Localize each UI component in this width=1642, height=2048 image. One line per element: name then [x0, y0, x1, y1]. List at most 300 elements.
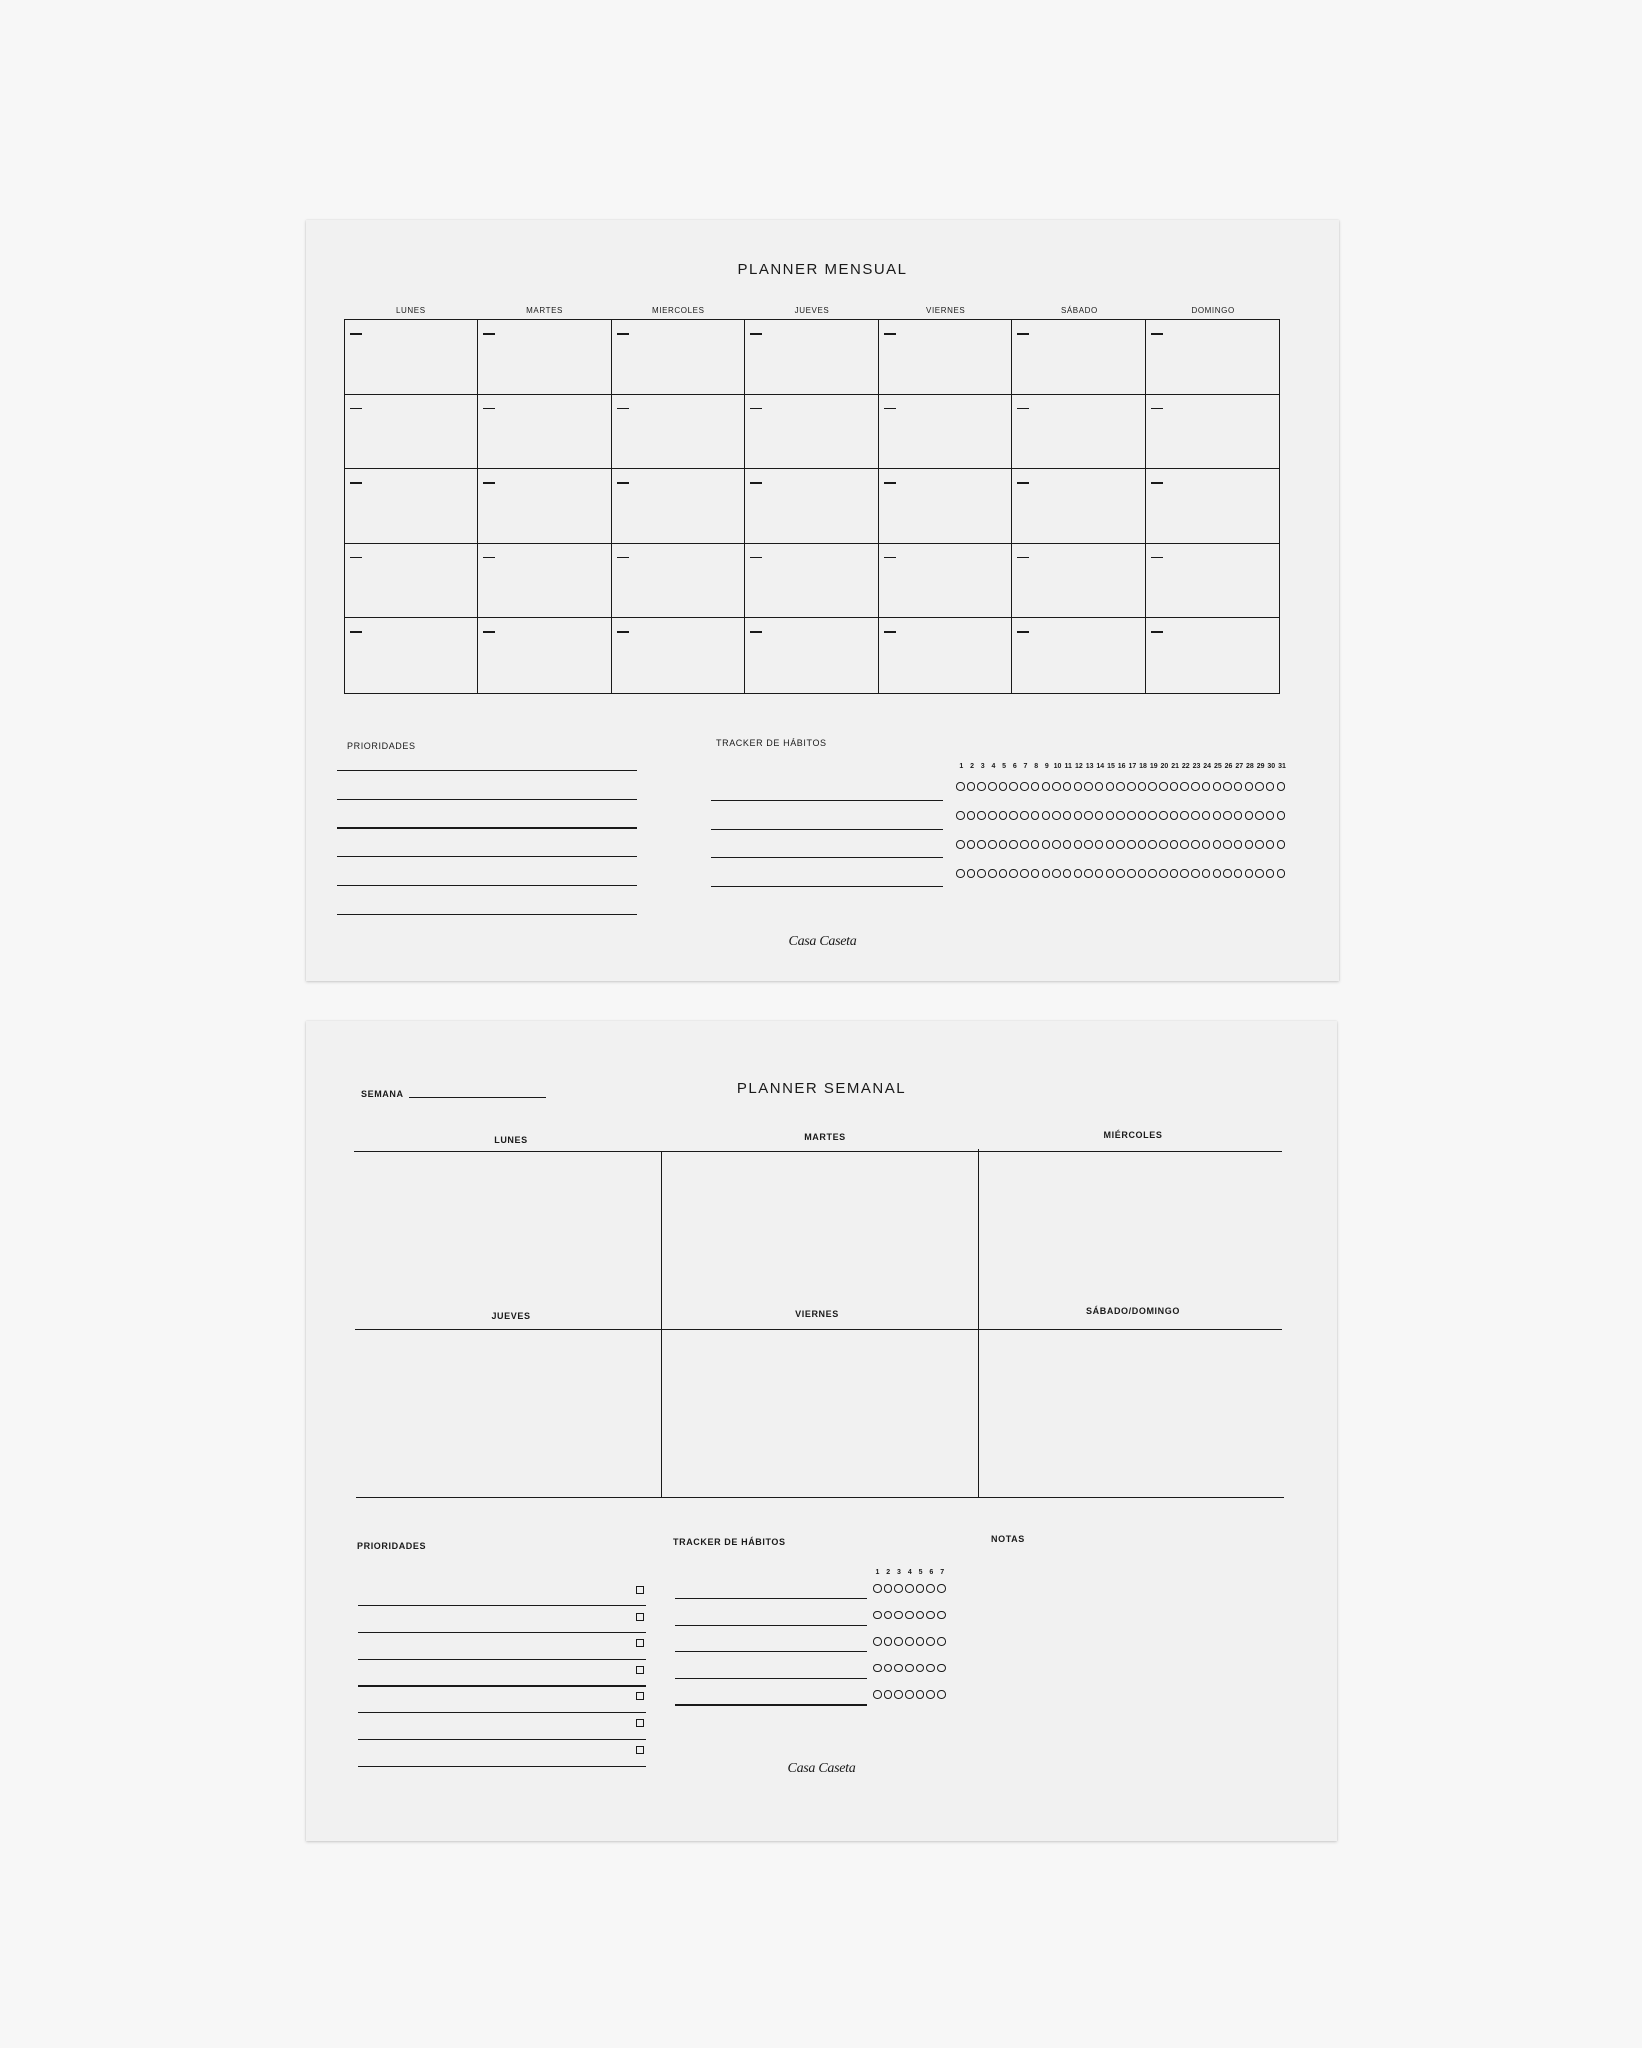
calendar-day-cell	[879, 469, 1012, 544]
priority-line	[337, 770, 637, 771]
weekly-day-label: LUNES	[494, 1135, 528, 1145]
calendar-day-cell	[345, 544, 478, 619]
weekly-day-label: SÁBADO/DOMINGO	[1086, 1306, 1180, 1316]
habit-circle	[1266, 840, 1275, 849]
tracker-day-number: 2	[970, 763, 974, 770]
habit-circle	[1074, 869, 1083, 878]
habit-circle	[1170, 840, 1179, 849]
date-dash	[350, 408, 362, 410]
tracker-circle-row	[873, 1690, 948, 1699]
monthly-priorities-label: PRIORIDADES	[347, 741, 416, 751]
tracker-day-number: 30	[1267, 763, 1276, 770]
date-dash	[1017, 557, 1029, 559]
habit-circle	[1266, 782, 1275, 791]
tracker-day-number: 27	[1235, 763, 1244, 770]
habit-circle	[1213, 782, 1222, 791]
calendar-day-cell	[1012, 320, 1145, 395]
habit-circle	[1255, 782, 1264, 791]
tracker-day-number: 3	[980, 763, 985, 770]
habit-circle	[1074, 782, 1083, 791]
habit-circle	[1245, 811, 1254, 820]
tracker-day-number: 5	[1002, 763, 1007, 770]
tracker-day-number: 26	[1224, 763, 1233, 770]
monthly-day-header: MIERCOLES	[652, 306, 705, 315]
date-dash	[617, 631, 629, 633]
date-dash	[617, 482, 629, 484]
tracker-day-number: 9	[1044, 763, 1049, 770]
weekly-priorities-label: PRIORIDADES	[357, 1541, 427, 1551]
habit-circle	[999, 782, 1008, 791]
habit-circle	[1245, 869, 1254, 878]
date-dash	[483, 631, 495, 633]
habit-circle	[894, 1584, 903, 1593]
habit-circle	[988, 869, 997, 878]
habit-circle	[1277, 869, 1286, 878]
tracker-day-number: 16	[1117, 763, 1126, 770]
habit-circle	[977, 811, 986, 820]
date-dash	[1017, 408, 1029, 410]
priority-line	[337, 885, 637, 886]
monthly-calendar-grid	[344, 319, 1280, 694]
tracker-habit-line	[711, 800, 943, 801]
calendar-day-cell	[879, 618, 1012, 693]
calendar-day-cell	[1012, 544, 1145, 619]
habit-circle	[1180, 869, 1189, 878]
habit-circle	[1042, 869, 1051, 878]
priority-checkbox	[636, 1719, 644, 1727]
tracker-habit-line	[711, 857, 943, 858]
monthly-planner-sheet	[306, 220, 1339, 981]
habit-circle	[894, 1611, 903, 1620]
habit-circle	[1180, 840, 1189, 849]
habit-circle	[1159, 840, 1168, 849]
habit-circle	[999, 840, 1008, 849]
habit-circle	[1223, 782, 1232, 791]
weekly-brand-logo: Casa Caseta	[787, 1761, 856, 1776]
date-dash	[884, 557, 896, 559]
habit-circle	[977, 869, 986, 878]
calendar-day-cell	[879, 544, 1012, 619]
monthly-brand-logo: Casa Caseta	[788, 934, 857, 949]
habit-circle	[988, 840, 997, 849]
habit-circle	[1009, 840, 1018, 849]
date-dash	[1151, 333, 1163, 335]
priority-line	[358, 1766, 646, 1767]
habit-circle	[873, 1690, 882, 1699]
habit-circle	[1159, 869, 1168, 878]
habit-circle	[1191, 811, 1200, 820]
calendar-day-cell	[612, 395, 745, 470]
habit-circle	[1095, 869, 1104, 878]
habit-circle	[1127, 869, 1136, 878]
priority-line	[337, 827, 637, 828]
habit-circle	[967, 782, 976, 791]
habit-circle	[884, 1611, 893, 1620]
habit-circle	[1266, 811, 1275, 820]
tracker-habit-line	[675, 1598, 867, 1599]
tracker-day-number: 5	[918, 1569, 923, 1576]
monthly-day-header: VIERNES	[926, 306, 966, 315]
tracker-day-number: 12	[1075, 763, 1083, 770]
tracker-day-number: 25	[1213, 763, 1222, 770]
week-input-line	[409, 1097, 546, 1098]
habit-circle	[1202, 811, 1211, 820]
calendar-day-cell	[345, 618, 478, 693]
weekly-day-label: VIERNES	[795, 1309, 839, 1319]
date-dash	[1151, 557, 1163, 559]
habit-circle	[1234, 811, 1243, 820]
monthly-tracker-day-numbers	[956, 763, 1287, 770]
monthly-tracker-label: TRACKER DE HÁBITOS	[716, 738, 827, 748]
habit-circle	[1063, 840, 1072, 849]
tracker-day-number: 14	[1096, 763, 1105, 770]
priority-line	[337, 914, 637, 915]
tracker-day-number: 11	[1064, 763, 1072, 770]
tracker-day-number: 23	[1192, 763, 1201, 770]
date-dash	[884, 631, 896, 633]
priority-checkbox	[636, 1666, 644, 1674]
habit-circle	[1009, 869, 1018, 878]
habit-circle	[1170, 811, 1179, 820]
habit-circle	[1084, 869, 1093, 878]
calendar-day-cell	[745, 618, 878, 693]
tracker-day-number: 22	[1181, 763, 1190, 770]
habit-circle	[999, 869, 1008, 878]
habit-circle	[1213, 840, 1222, 849]
tracker-day-number: 21	[1171, 763, 1179, 770]
habit-circle	[1052, 869, 1061, 878]
habit-circle	[988, 782, 997, 791]
tracker-day-number: 15	[1107, 763, 1115, 770]
date-dash	[483, 408, 495, 410]
habit-circle	[1191, 840, 1200, 849]
calendar-day-cell	[612, 320, 745, 395]
habit-circle	[1245, 782, 1254, 791]
monthly-day-header: DOMINGO	[1191, 306, 1235, 315]
habit-circle	[916, 1611, 925, 1620]
date-dash	[617, 333, 629, 335]
priority-checkbox	[636, 1613, 644, 1621]
calendar-day-cell	[879, 395, 1012, 470]
habit-circle	[967, 811, 976, 820]
habit-circle	[1138, 840, 1147, 849]
tracker-day-number: 3	[897, 1569, 901, 1576]
habit-circle	[916, 1690, 925, 1699]
habit-circle	[1063, 811, 1072, 820]
tracker-day-number: 24	[1203, 763, 1212, 770]
date-dash	[884, 482, 896, 484]
habit-circle	[905, 1664, 914, 1673]
date-dash	[483, 557, 495, 559]
monthly-day-header: MARTES	[526, 306, 563, 315]
habit-circle	[1020, 811, 1029, 820]
habit-circle	[1031, 811, 1040, 820]
habit-circle	[1052, 811, 1061, 820]
calendar-day-cell	[345, 469, 478, 544]
date-dash	[1017, 631, 1029, 633]
habit-circle	[926, 1664, 935, 1673]
habit-circle	[937, 1637, 946, 1646]
tracker-day-number: 20	[1160, 763, 1169, 770]
habit-circle	[1234, 869, 1243, 878]
tracker-circle-row	[956, 782, 1287, 791]
calendar-day-cell	[1146, 618, 1279, 693]
tracker-day-number: 19	[1149, 763, 1158, 770]
priority-line	[358, 1632, 646, 1633]
calendar-day-cell	[1146, 395, 1279, 470]
date-dash	[1151, 631, 1163, 633]
calendar-day-cell	[478, 469, 611, 544]
priority-checkbox	[636, 1639, 644, 1647]
habit-circle	[1159, 782, 1168, 791]
calendar-day-cell	[745, 544, 878, 619]
tracker-day-number: 18	[1139, 763, 1147, 770]
habit-circle	[1213, 811, 1222, 820]
weekly-day-label: JUEVES	[491, 1311, 531, 1321]
monthly-title: PLANNER MENSUAL	[737, 261, 908, 278]
habit-circle	[1020, 782, 1029, 791]
priority-checkbox	[636, 1586, 644, 1594]
habit-circle	[1191, 782, 1200, 791]
habit-circle	[937, 1584, 946, 1593]
habit-circle	[926, 1690, 935, 1699]
habit-circle	[1009, 811, 1018, 820]
date-dash	[884, 333, 896, 335]
habit-circle	[1255, 840, 1264, 849]
habit-circle	[999, 811, 1008, 820]
date-dash	[750, 557, 762, 559]
weekly-bottom-line	[356, 1497, 1284, 1498]
tracker-circle-row	[873, 1611, 948, 1620]
priority-line	[337, 856, 637, 857]
habit-circle	[1042, 811, 1051, 820]
habit-circle	[1148, 840, 1157, 849]
habit-circle	[916, 1584, 925, 1593]
habit-circle	[1116, 840, 1125, 849]
habit-circle	[1063, 782, 1072, 791]
calendar-day-cell	[1146, 469, 1279, 544]
tracker-habit-line	[675, 1625, 867, 1626]
habit-circle	[1127, 840, 1136, 849]
tracker-circle-row	[873, 1664, 948, 1673]
habit-circle	[967, 869, 976, 878]
habit-circle	[1180, 811, 1189, 820]
tracker-day-number: 6	[1012, 763, 1017, 770]
priority-line	[337, 799, 637, 800]
habit-circle	[1180, 782, 1189, 791]
habit-circle	[1031, 782, 1040, 791]
date-dash	[750, 482, 762, 484]
week-label: SEMANA	[361, 1089, 404, 1099]
calendar-day-cell	[1012, 618, 1145, 693]
tracker-day-number: 31	[1278, 763, 1286, 770]
calendar-day-cell	[345, 320, 478, 395]
date-dash	[884, 408, 896, 410]
tracker-day-number: 4	[991, 763, 996, 770]
habit-circle	[1106, 782, 1115, 791]
habit-circle	[1009, 782, 1018, 791]
date-dash	[350, 557, 362, 559]
calendar-day-cell	[345, 395, 478, 470]
calendar-day-cell	[745, 395, 878, 470]
habit-circle	[1138, 811, 1147, 820]
calendar-day-cell	[1012, 469, 1145, 544]
calendar-day-cell	[1146, 320, 1279, 395]
habit-circle	[1084, 811, 1093, 820]
habit-circle	[956, 811, 965, 820]
habit-circle	[1223, 811, 1232, 820]
habit-circle	[1074, 840, 1083, 849]
priority-line	[358, 1739, 646, 1740]
habit-circle	[1223, 869, 1232, 878]
weekly-tracker-day-numbers	[872, 1569, 948, 1576]
tracker-day-number: 28	[1246, 763, 1254, 770]
weekly-top-line	[354, 1151, 1282, 1152]
habit-circle	[937, 1690, 946, 1699]
monthly-day-header: SÁBADO	[1060, 306, 1098, 315]
habit-circle	[873, 1611, 882, 1620]
calendar-day-cell	[478, 618, 611, 693]
habit-circle	[1170, 782, 1179, 791]
tracker-habit-line	[711, 829, 943, 830]
tracker-day-number: 6	[929, 1569, 934, 1576]
weekly-middle-line	[355, 1329, 1282, 1330]
habit-circle	[916, 1664, 925, 1673]
habit-circle	[1138, 869, 1147, 878]
date-dash	[350, 631, 362, 633]
habit-circle	[956, 840, 965, 849]
tracker-circle-row	[956, 811, 1287, 820]
habit-circle	[926, 1584, 935, 1593]
date-dash	[750, 631, 762, 633]
habit-circle	[1191, 869, 1200, 878]
calendar-day-cell	[478, 395, 611, 470]
date-dash	[750, 408, 762, 410]
habit-circle	[905, 1584, 914, 1593]
calendar-day-cell	[879, 320, 1012, 395]
habit-circle	[873, 1584, 882, 1593]
calendar-day-cell	[612, 618, 745, 693]
habit-circle	[967, 840, 976, 849]
habit-circle	[1106, 869, 1115, 878]
habit-circle	[894, 1637, 903, 1646]
habit-circle	[926, 1637, 935, 1646]
priority-checkbox	[636, 1746, 644, 1754]
habit-circle	[1202, 782, 1211, 791]
date-dash	[483, 333, 495, 335]
habit-circle	[894, 1664, 903, 1673]
habit-circle	[1213, 869, 1222, 878]
tracker-circle-row	[873, 1584, 948, 1593]
habit-circle	[1031, 869, 1040, 878]
tracker-day-number: 8	[1034, 763, 1039, 770]
habit-circle	[1031, 840, 1040, 849]
habit-circle	[1106, 811, 1115, 820]
habit-circle	[1127, 811, 1136, 820]
calendar-day-cell	[612, 544, 745, 619]
weekly-notes-label: NOTAS	[991, 1534, 1025, 1544]
tracker-circle-row	[873, 1637, 948, 1646]
date-dash	[350, 333, 362, 335]
habit-circle	[1052, 840, 1061, 849]
habit-circle	[956, 869, 965, 878]
habit-circle	[937, 1611, 946, 1620]
weekly-divider	[978, 1149, 979, 1497]
monthly-day-headers	[344, 306, 1282, 318]
priority-line	[358, 1605, 646, 1606]
habit-circle	[1042, 840, 1051, 849]
habit-circle	[1202, 840, 1211, 849]
date-dash	[750, 333, 762, 335]
date-dash	[1017, 482, 1029, 484]
tracker-habit-line	[675, 1678, 867, 1679]
tracker-day-number: 1	[875, 1569, 880, 1576]
tracker-day-number: 1	[959, 763, 964, 770]
habit-circle	[1148, 811, 1157, 820]
tracker-day-number: 10	[1053, 763, 1062, 770]
habit-circle	[905, 1611, 914, 1620]
habit-circle	[1255, 811, 1264, 820]
habit-circle	[1116, 869, 1125, 878]
habit-circle	[1277, 811, 1286, 820]
calendar-day-cell	[612, 469, 745, 544]
tracker-day-number: 2	[886, 1569, 891, 1576]
habit-circle	[1266, 869, 1275, 878]
habit-circle	[1084, 840, 1093, 849]
habit-circle	[1127, 782, 1136, 791]
priority-line	[358, 1685, 646, 1686]
tracker-day-number: 7	[940, 1569, 945, 1576]
habit-circle	[884, 1637, 893, 1646]
habit-circle	[1245, 840, 1254, 849]
weekly-planner-sheet	[306, 1021, 1337, 1841]
habit-circle	[1042, 782, 1051, 791]
calendar-day-cell	[478, 544, 611, 619]
priority-line	[358, 1712, 646, 1713]
tracker-day-number: 4	[907, 1569, 912, 1576]
calendar-day-cell	[1146, 544, 1279, 619]
date-dash	[1151, 408, 1163, 410]
habit-circle	[873, 1664, 882, 1673]
tracker-day-number: 29	[1256, 763, 1265, 770]
habit-circle	[884, 1584, 893, 1593]
tracker-day-number: 13	[1085, 763, 1094, 770]
habit-circle	[977, 840, 986, 849]
habit-circle	[905, 1690, 914, 1699]
habit-circle	[1159, 811, 1168, 820]
habit-circle	[1106, 840, 1115, 849]
date-dash	[483, 482, 495, 484]
date-dash	[350, 482, 362, 484]
date-dash	[617, 557, 629, 559]
habit-circle	[1148, 869, 1157, 878]
habit-circle	[1116, 811, 1125, 820]
habit-circle	[894, 1690, 903, 1699]
habit-circle	[1223, 840, 1232, 849]
habit-circle	[1052, 782, 1061, 791]
habit-circle	[1095, 782, 1104, 791]
calendar-day-cell	[1012, 395, 1145, 470]
habit-circle	[1234, 782, 1243, 791]
weekly-tracker-label: TRACKER DE HÁBITOS	[673, 1537, 786, 1547]
habit-circle	[926, 1611, 935, 1620]
weekly-title: PLANNER SEMANAL	[736, 1080, 907, 1097]
habit-circle	[956, 782, 965, 791]
weekly-divider	[661, 1151, 662, 1497]
date-dash	[1017, 333, 1029, 335]
tracker-day-number: 17	[1128, 763, 1137, 770]
habit-circle	[1074, 811, 1083, 820]
